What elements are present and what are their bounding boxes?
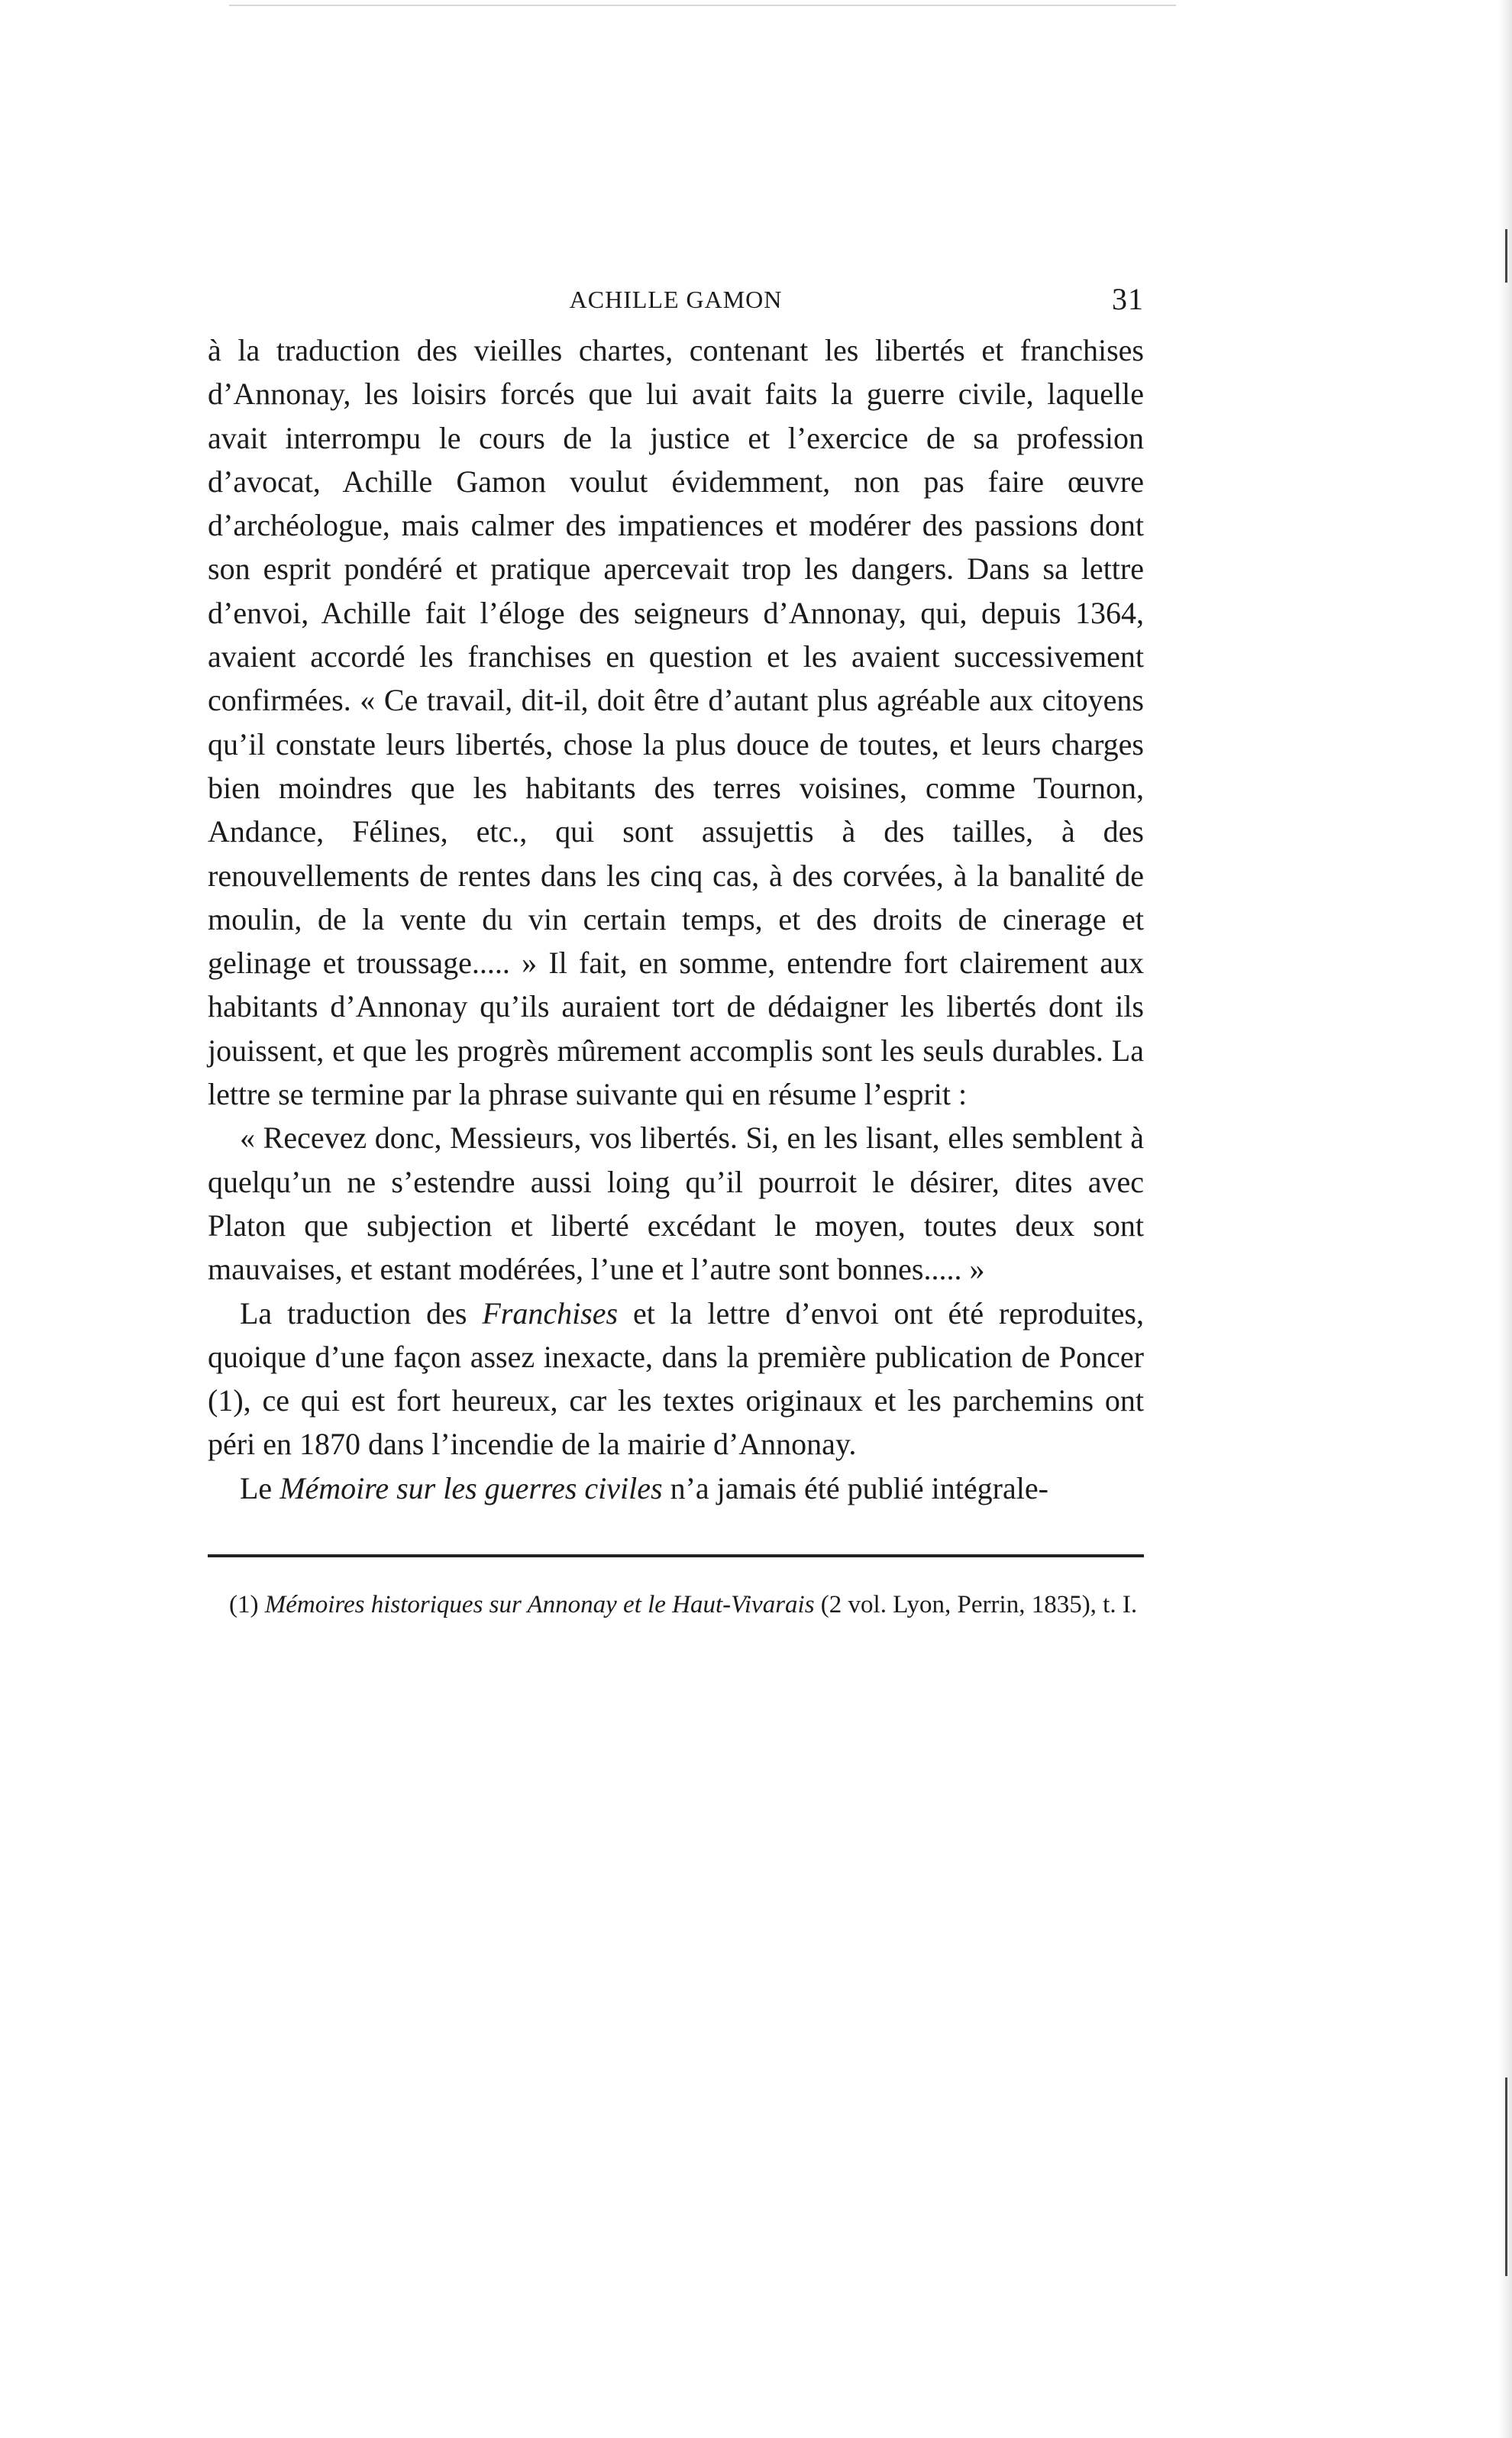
paragraph-1: à la traduction des vieilles chartes, contenant les libertés et franchises d’Annonay, les loisirs forcés que lui avait faits la guerre civile, laquelle avait interrompu le cours de la justice et l’exercice de sa profession d’avocat, Achille Gamon voulut évidemment, non pas faire œuvre d’archéologue, mais calmer des impatiences et modérer des passions dont son esprit pondéré et pratique apercevait trop les dangers. Dans sa lettre d’envoi, Achille fait l’éloge des seigneurs d’Annonay, qui, depuis 1364, avaient accordé les franchises en question et les avaient successivement confirmées. « Ce travail, dit-il, doit être d’autant plus agréable aux citoyens qu’il constate leurs libertés, chose la plus douce de toutes, et leurs charges bien moindres que les habitants des terres voisines, comme Tournon, Andance, Félines, etc., qui sont assujettis à des tailles, à des renouvellements de rentes dans les cinq cas, à des corvées, à la banalité de moulin, de la vente du vin certain temps, et des droits de cinerage et gelinage et troussage..... » Il fait, en somme, entendre fort clairement aux habitants d’Annonay qu’ils auraient tort de dédaigner les libertés dont ils jouissent, et que les progrès mûrement accomplis sont les seuls durables. La lettre se termine par la phrase suivante qui en résume l’esprit :: [208, 333, 1144, 1112]
paragraph-3: [208, 1292, 1144, 1466]
running-head: [208, 275, 1144, 328]
memoire-title: Mémoire sur les guerres civiles: [279, 1470, 663, 1505]
footnote-title: Mémoires historiques sur Annonay et le Haut-Vivarais: [264, 1591, 815, 1619]
paragraph-4-text-a: Le: [240, 1470, 280, 1505]
top-edge-rule: [229, 5, 1176, 6]
page-edge-shadow: [1498, 0, 1512, 2438]
body-text: [208, 328, 1144, 1510]
paragraph-3-text-a: La traduction des: [240, 1295, 483, 1331]
footnote-rule: [208, 1554, 1144, 1557]
paragraph-4-text-b: n’a jamais été publié intégrale-: [662, 1470, 1048, 1505]
book-page: [208, 275, 1144, 1651]
page-edge-mark: [1505, 2077, 1507, 2276]
franchises-title: Franchises: [482, 1295, 619, 1331]
quotation-paragraph: « Recevez donc, Messieurs, vos libertés. Si, en les lisant, elles semblent à quelqu’un ne s’estendre aussi loing qu’il pourroit le désirer, dites avec Platon que subjection et liberté excédant le moyen, toutes deux sont mauvaises, et estant modérées, l’une et l’autre sont bonnes..... »: [208, 1120, 1144, 1287]
paragraph-3-text-b: et la lettre d’envoi ont été reproduites, quoique d’une façon assez inexacte, dans la première publication de Poncer (1), ce qui est fort heureux, car les textes originaux et les parchemins ont péri en 1870 dans l’incendie de la mairie d’Annonay.: [208, 1295, 1144, 1462]
footnote-rest: (2 vol. Lyon, Perrin, 1835), t. I.: [814, 1591, 1138, 1619]
page-number: 31: [1112, 282, 1144, 316]
footnote-marker: (1): [229, 1591, 265, 1619]
page-edge-mark: [1505, 229, 1507, 283]
running-title: ACHILLE GAMON: [569, 286, 783, 313]
footnote: [208, 1585, 1144, 1625]
paragraph-4: [208, 1466, 1144, 1510]
